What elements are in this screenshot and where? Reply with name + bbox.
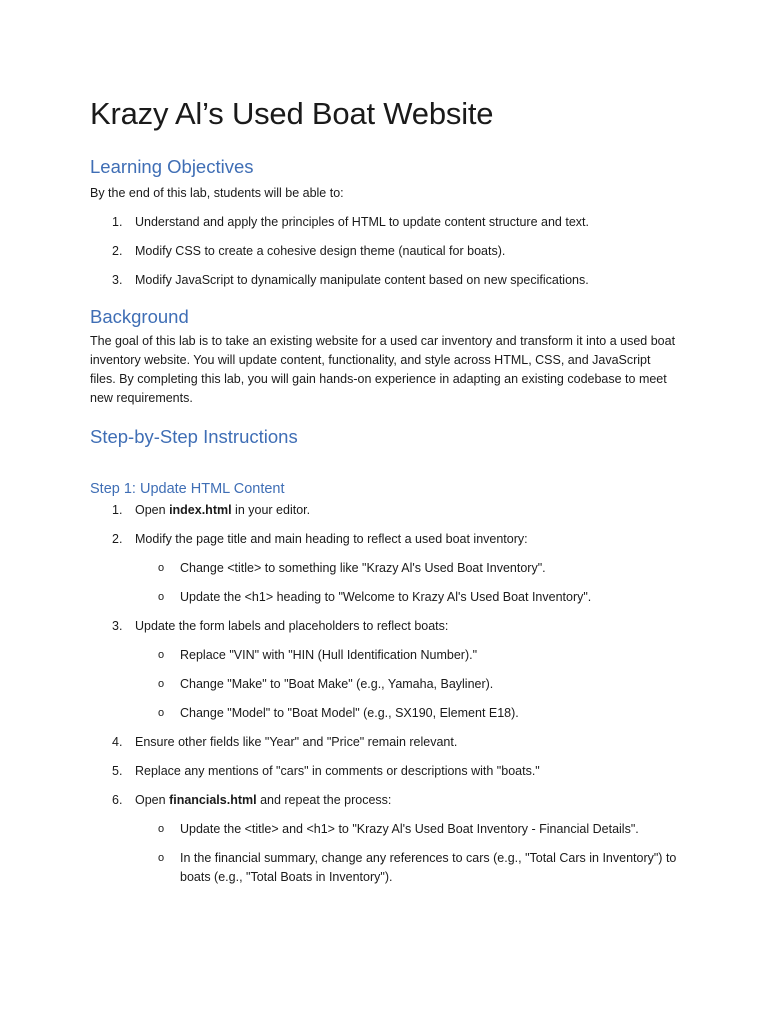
objective-text: Modify JavaScript to dynamically manipulate content based on new specifications.: [135, 273, 589, 287]
bullet-icon: o: [158, 562, 165, 574]
bullet-icon: o: [158, 823, 165, 835]
step-text-post: and repeat the process:: [256, 793, 392, 807]
learning-objectives-heading: Learning Objectives: [90, 156, 254, 177]
step-text-pre: Open: [135, 793, 170, 807]
step-item: [90, 617, 678, 723]
sub-text: In the financial summary, change any references to cars (e.g., "Total Cars in Inventory") to boats (e.g., "Total Boats in Inventory").: [180, 851, 677, 884]
bullet-icon: o: [158, 591, 165, 603]
bullet-icon: o: [158, 649, 165, 661]
step-item: [90, 501, 678, 520]
list-number: 5.: [112, 764, 123, 778]
sub-item: [135, 559, 678, 578]
list-number: 6.: [112, 793, 123, 807]
filename-index-html: index.html: [169, 503, 232, 517]
instructions-heading: Step-by-Step Instructions: [90, 426, 298, 447]
sub-text: Update the <title> and <h1> to "Krazy Al's Used Boat Inventory - Financial Details".: [180, 822, 639, 836]
sub-list: [135, 646, 678, 723]
sub-text: Change "Model" to "Boat Model" (e.g., SX190, Element E18).: [180, 706, 519, 720]
objective-item: [90, 271, 678, 290]
step1-list: [90, 501, 678, 887]
list-number: 3.: [112, 273, 123, 287]
bullet-icon: o: [158, 707, 165, 719]
step1-heading: Step 1: Update HTML Content: [90, 481, 285, 497]
sub-text: Replace "VIN" with "HIN (Hull Identification Number).": [180, 648, 478, 662]
sub-item: [135, 646, 678, 665]
sub-item: [135, 849, 678, 887]
list-number: 1.: [112, 215, 123, 229]
objective-text: Understand and apply the principles of HTML to update content structure and text.: [135, 215, 589, 229]
step-text: Replace any mentions of "cars" in comments or descriptions with "boats.": [135, 764, 540, 778]
sub-item: [135, 820, 678, 839]
sub-text: Change <title> to something like "Krazy Al's Used Boat Inventory".: [180, 561, 546, 575]
background-heading: Background: [90, 306, 189, 327]
filename-financials-html: financials.html: [169, 793, 257, 807]
step-item: [90, 530, 678, 607]
sub-item: [135, 588, 678, 607]
objective-text: Modify CSS to create a cohesive design theme (nautical for boats).: [135, 244, 506, 258]
instructions-section: [90, 426, 678, 887]
list-number: 3.: [112, 619, 123, 633]
bullet-icon: o: [158, 852, 165, 864]
objectives-intro: By the end of this lab, students will be able to:: [90, 186, 344, 200]
step-text: Update the form labels and placeholders to reflect boats:: [135, 619, 449, 633]
sub-text: Change "Make" to "Boat Make" (e.g., Yamaha, Bayliner).: [180, 677, 494, 691]
step-text: Modify the page title and main heading to reflect a used boat inventory:: [135, 532, 528, 546]
step-item: [90, 762, 678, 781]
objective-item: [90, 213, 678, 232]
background-section: [90, 306, 678, 408]
learning-objectives-section: [90, 156, 678, 290]
sub-item: [135, 675, 678, 694]
list-number: 2.: [112, 244, 123, 258]
list-number: 2.: [112, 532, 123, 546]
step-text-pre: Open: [135, 503, 170, 517]
list-number: 4.: [112, 735, 123, 749]
step-text-post: in your editor.: [231, 503, 311, 517]
objectives-list: [90, 213, 678, 290]
sub-list: [135, 559, 678, 607]
list-number: 1.: [112, 503, 123, 517]
document-title: Krazy Al’s Used Boat Website: [90, 96, 494, 131]
step-text: Ensure other fields like "Year" and "Price" remain relevant.: [135, 735, 458, 749]
objective-item: [90, 242, 678, 261]
step-item: [90, 733, 678, 752]
sub-item: [135, 704, 678, 723]
sub-list: [135, 820, 678, 887]
sub-text: Update the <h1> heading to "Welcome to Krazy Al's Used Boat Inventory".: [180, 590, 592, 604]
step-item: [90, 791, 678, 887]
bullet-icon: o: [158, 678, 165, 690]
background-text: The goal of this lab is to take an existing website for a used car inventory and transform it into a used boat inventory website. You will update content, functionality, and style across HTML, CSS, and JavaScript files. By completing this lab, you will gain hands-on experience in adapting an existing codebase to meet new requirements.: [90, 334, 676, 405]
